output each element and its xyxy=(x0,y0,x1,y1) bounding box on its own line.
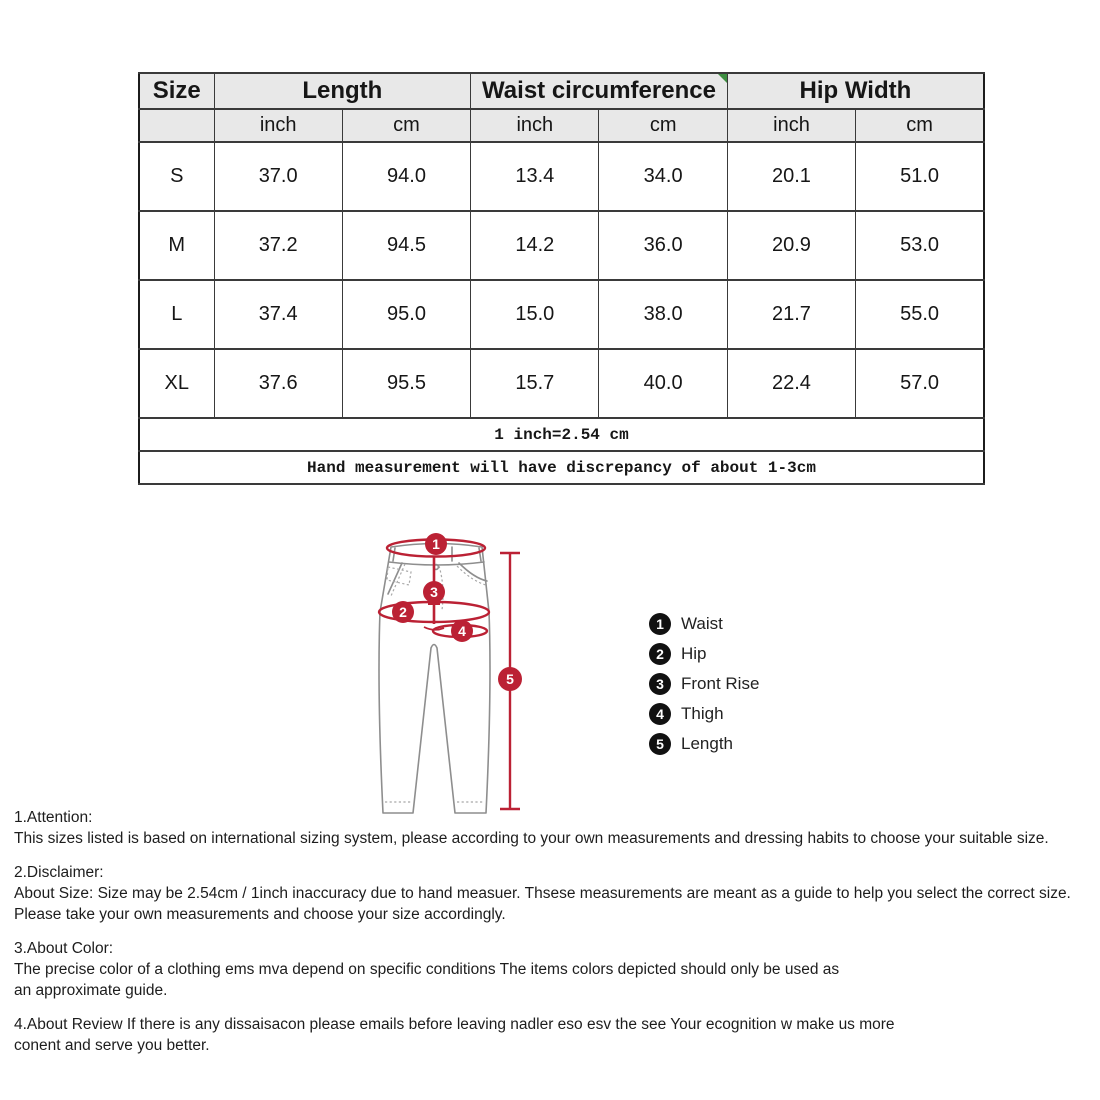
size-cell: XL xyxy=(139,349,214,418)
value-cell: 15.0 xyxy=(471,280,599,349)
unit-header: inch xyxy=(471,109,599,142)
note-section-about-color xyxy=(14,938,1092,1001)
table-row-xl xyxy=(139,349,984,418)
value-cell: 22.4 xyxy=(727,349,855,418)
table-row-l xyxy=(139,280,984,349)
value-cell: 21.7 xyxy=(727,280,855,349)
unit-header: cm xyxy=(342,109,470,142)
pants-right-pocket-line xyxy=(459,563,487,581)
size-cell: S xyxy=(139,142,214,211)
value-cell: 15.7 xyxy=(471,349,599,418)
measurement-discrepancy-note: Hand measurement will have discrepancy of about 1-3cm xyxy=(139,451,984,484)
note-line: conent and serve you better. xyxy=(14,1037,210,1054)
value-cell: 51.0 xyxy=(856,142,984,211)
legend-label: Front Rise xyxy=(681,674,760,693)
note-heading: 3.About Color: xyxy=(14,940,114,957)
note-section-disclaimer xyxy=(14,862,1092,925)
legend-number-badge: 3 xyxy=(649,673,671,695)
value-cell: 37.6 xyxy=(214,349,342,418)
hip-group-header: Hip Width xyxy=(727,73,984,109)
value-cell: 38.0 xyxy=(599,280,727,349)
size-chart-table xyxy=(138,72,985,485)
value-cell: 37.0 xyxy=(214,142,342,211)
note-heading: 1.Attention: xyxy=(14,809,93,826)
value-cell: 94.0 xyxy=(342,142,470,211)
value-cell: 40.0 xyxy=(599,349,727,418)
value-cell: 34.0 xyxy=(599,142,727,211)
legend-number-badge: 4 xyxy=(649,703,671,725)
legend-number-badge: 1 xyxy=(649,613,671,635)
legend-item-thigh xyxy=(649,699,759,729)
value-cell: 95.5 xyxy=(342,349,470,418)
waist-group-header xyxy=(471,73,728,109)
legend-label: Waist xyxy=(681,614,723,633)
note-section-attention xyxy=(14,807,1092,849)
table-row-m xyxy=(139,211,984,280)
note-line: This sizes listed is based on international sizing system, please according to your own measurements and dressing habits to choose your suitable size. xyxy=(14,830,1049,847)
unit-header: cm xyxy=(599,109,727,142)
note-line: 4.About Review If there is any dissaisacon please emails before leaving nadler eso esv the see Your ecognition w make us more xyxy=(14,1016,895,1033)
value-cell: 95.0 xyxy=(342,280,470,349)
size-cell: L xyxy=(139,280,214,349)
note-heading: 2.Disclaimer: xyxy=(14,864,104,881)
footer-notes xyxy=(14,807,1092,1069)
legend-item-front-rise xyxy=(649,669,759,699)
length-group-header: Length xyxy=(214,73,471,109)
right-pocket-stitch xyxy=(457,566,486,585)
legend-label: Length xyxy=(681,734,733,753)
legend-item-hip xyxy=(649,639,759,669)
marker-5-number: 5 xyxy=(506,671,514,687)
unit-header: inch xyxy=(727,109,855,142)
value-cell: 53.0 xyxy=(856,211,984,280)
value-cell: 14.2 xyxy=(471,211,599,280)
note-section-about-review xyxy=(14,1014,1092,1056)
value-cell: 55.0 xyxy=(856,280,984,349)
note-line: About Size: Size may be 2.54cm / 1inch inaccuracy due to hand measuer. Thsese measurements are meant as a guide to help you select the correct size. xyxy=(14,885,1071,902)
legend-number-badge: 5 xyxy=(649,733,671,755)
size-column-header: Size xyxy=(139,73,214,109)
legend-item-waist xyxy=(649,609,759,639)
value-cell: 13.4 xyxy=(471,142,599,211)
legend-label: Hip xyxy=(681,644,707,663)
measurement-legend xyxy=(649,609,759,759)
value-cell: 20.1 xyxy=(727,142,855,211)
value-cell: 20.9 xyxy=(727,211,855,280)
size-subheader-cell xyxy=(139,109,214,142)
legend-number-badge: 2 xyxy=(649,643,671,665)
unit-header: inch xyxy=(214,109,342,142)
value-cell: 57.0 xyxy=(856,349,984,418)
note-line: an approximate guide. xyxy=(14,982,168,999)
size-cell: M xyxy=(139,211,214,280)
value-cell: 37.4 xyxy=(214,280,342,349)
inch-conversion-note: 1 inch=2.54 cm xyxy=(139,418,984,451)
excel-flag-icon xyxy=(718,74,727,83)
waist-group-label: Waist circumference xyxy=(482,77,716,104)
value-cell: 36.0 xyxy=(599,211,727,280)
unit-header: cm xyxy=(856,109,984,142)
belt-loop xyxy=(393,548,395,561)
note-line: The precise color of a clothing ems mva depend on specific conditions The items colors depicted should only be used as xyxy=(14,961,840,978)
marker-1-number: 1 xyxy=(432,536,440,552)
value-cell: 37.2 xyxy=(214,211,342,280)
legend-item-length xyxy=(649,729,759,759)
pants-measurement-diagram xyxy=(360,515,680,825)
legend-label: Thigh xyxy=(681,704,724,723)
table-note-row xyxy=(139,451,984,484)
belt-loop xyxy=(479,548,481,561)
value-cell: 94.5 xyxy=(342,211,470,280)
marker-2-number: 2 xyxy=(399,604,407,620)
note-line: Please take your own measurements and choose your size accordingly. xyxy=(14,906,506,923)
marker-3-number: 3 xyxy=(430,584,438,600)
table-row-s xyxy=(139,142,984,211)
table-note-row xyxy=(139,418,984,451)
marker-4-number: 4 xyxy=(458,623,466,639)
watch-pocket-stitch xyxy=(387,567,411,585)
